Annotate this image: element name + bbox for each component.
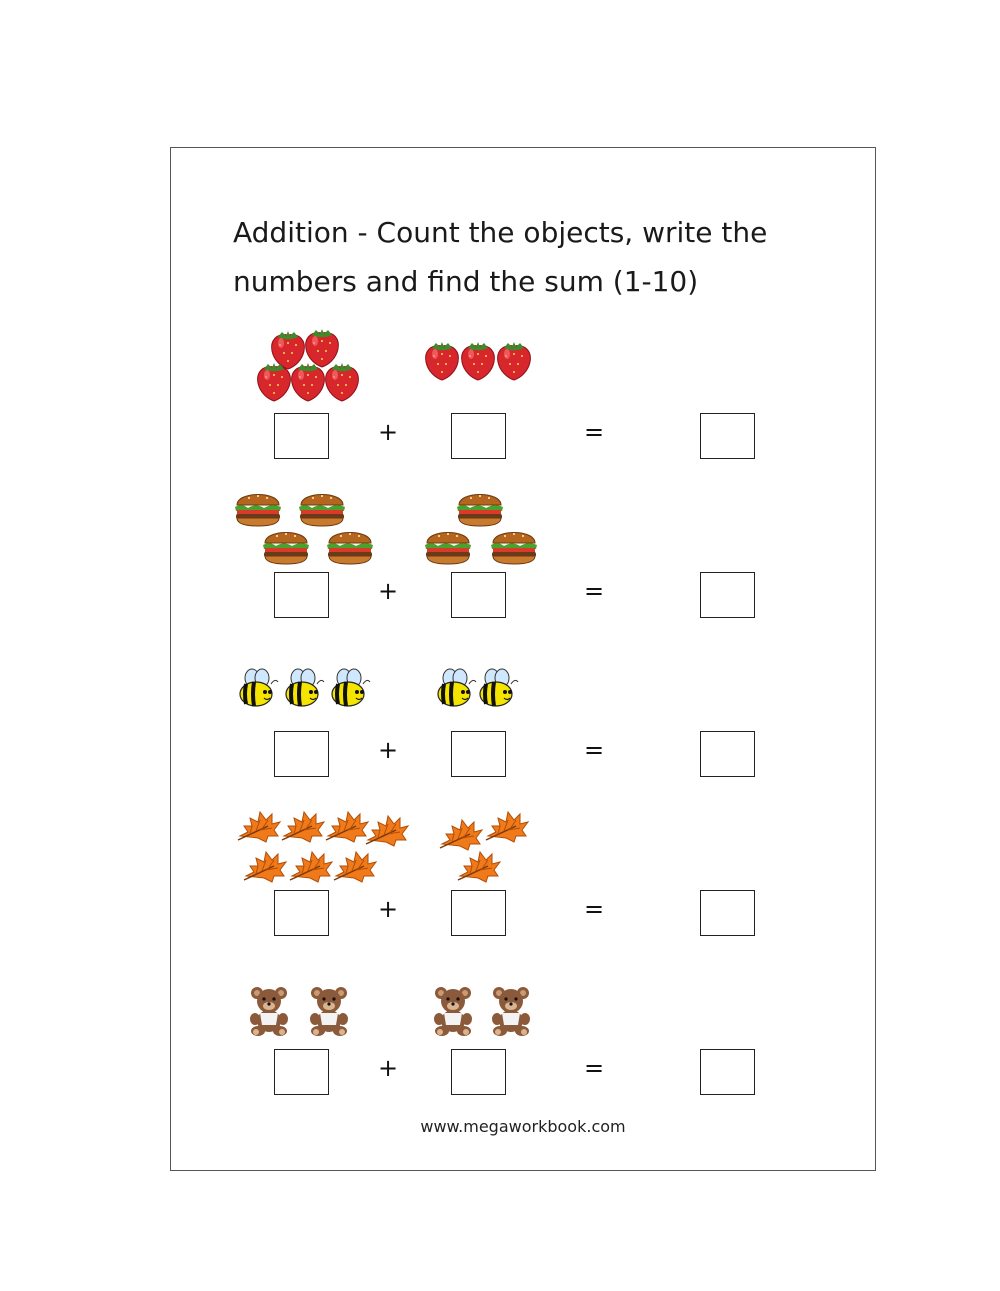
leaf-icon [440, 820, 482, 850]
leaf-icon [458, 852, 500, 882]
problem-1-answer-box-left[interactable] [274, 413, 329, 459]
problem-3-answer-box-left[interactable] [274, 731, 329, 777]
bee-icon [438, 669, 476, 706]
teddy-bear-icon [492, 987, 530, 1036]
teddy-bear-icon [310, 987, 348, 1036]
problem-3-answer-box-right[interactable] [451, 731, 506, 777]
teddy-group [432, 983, 547, 1041]
problem-5-answer-box-left[interactable] [274, 1049, 329, 1095]
leaf-icon [282, 812, 324, 842]
problem-4-left-objects [238, 806, 413, 890]
plus-sign: + [377, 736, 399, 764]
problem-5-answer-box-right[interactable] [451, 1049, 506, 1095]
equals-sign: = [583, 418, 605, 446]
bee-icon [480, 669, 518, 706]
strawberry-icon [326, 363, 359, 401]
problem-2-answer-box-left[interactable] [274, 572, 329, 618]
problem-5-sum-box[interactable] [700, 1049, 755, 1095]
footer-url: www.megaworkbook.com [420, 1117, 626, 1136]
burger-group [232, 485, 377, 573]
bee-icon [240, 669, 278, 706]
leaf-icon [326, 812, 368, 842]
strawberry-icon [462, 342, 495, 380]
strawberry-icon [258, 363, 291, 401]
problem-1-answer-box-right[interactable] [451, 413, 506, 459]
strawberry-icon [292, 363, 325, 401]
problem-3-sum-box[interactable] [700, 731, 755, 777]
leaf-icon [244, 852, 286, 882]
leaf-icon [290, 852, 332, 882]
plus-sign: + [377, 895, 399, 923]
problem-1-sum-box[interactable] [700, 413, 755, 459]
problem-4-answer-box-right[interactable] [451, 890, 506, 936]
plus-sign: + [377, 418, 399, 446]
burger-icon [327, 533, 373, 565]
equals-sign: = [583, 577, 605, 605]
burger-icon [299, 495, 345, 527]
strawberry-icon [272, 331, 305, 369]
leaf-group [440, 806, 535, 886]
teddy-bear-icon [434, 987, 472, 1036]
title-line-2: numbers and find the sum (1-10) [233, 265, 699, 298]
problem-2-right-objects [424, 485, 544, 577]
problem-1-left-objects [250, 325, 370, 404]
problem-3-left-objects [238, 670, 383, 724]
title-line-1: Addition - Count the objects, write the [233, 216, 768, 249]
plus-sign: + [377, 1054, 399, 1082]
leaf-icon [486, 812, 528, 842]
burger-icon [457, 495, 503, 527]
problem-3-right-objects [436, 670, 536, 724]
bee-icon [286, 669, 324, 706]
problem-2-sum-box[interactable] [700, 572, 755, 618]
strawberry-icon [306, 329, 339, 367]
strawberry-group [424, 340, 534, 382]
problem-5-left-objects [248, 983, 363, 1045]
strawberry-group [250, 325, 370, 400]
burger-group [424, 485, 544, 573]
bee-group [436, 670, 536, 720]
problem-2-left-objects [232, 485, 377, 577]
problem-5-right-objects [432, 983, 547, 1045]
leaf-group [238, 806, 413, 886]
teddy-group [248, 983, 363, 1041]
equals-sign: = [583, 736, 605, 764]
burger-icon [491, 533, 537, 565]
leaf-icon [366, 816, 408, 846]
problem-4-sum-box[interactable] [700, 890, 755, 936]
problem-4-right-objects [440, 806, 535, 890]
strawberry-icon [498, 342, 531, 380]
plus-sign: + [377, 577, 399, 605]
equals-sign: = [583, 1054, 605, 1082]
burger-icon [263, 533, 309, 565]
bee-icon [332, 669, 370, 706]
bee-group [238, 670, 383, 720]
problem-4-answer-box-left[interactable] [274, 890, 329, 936]
problem-2-answer-box-right[interactable] [451, 572, 506, 618]
leaf-icon [238, 812, 280, 842]
teddy-bear-icon [250, 987, 288, 1036]
problem-1-right-objects [424, 340, 534, 386]
worksheet-title [233, 208, 833, 306]
strawberry-icon [426, 342, 459, 380]
equals-sign: = [583, 895, 605, 923]
leaf-icon [334, 852, 376, 882]
burger-icon [235, 495, 281, 527]
burger-icon [425, 533, 471, 565]
